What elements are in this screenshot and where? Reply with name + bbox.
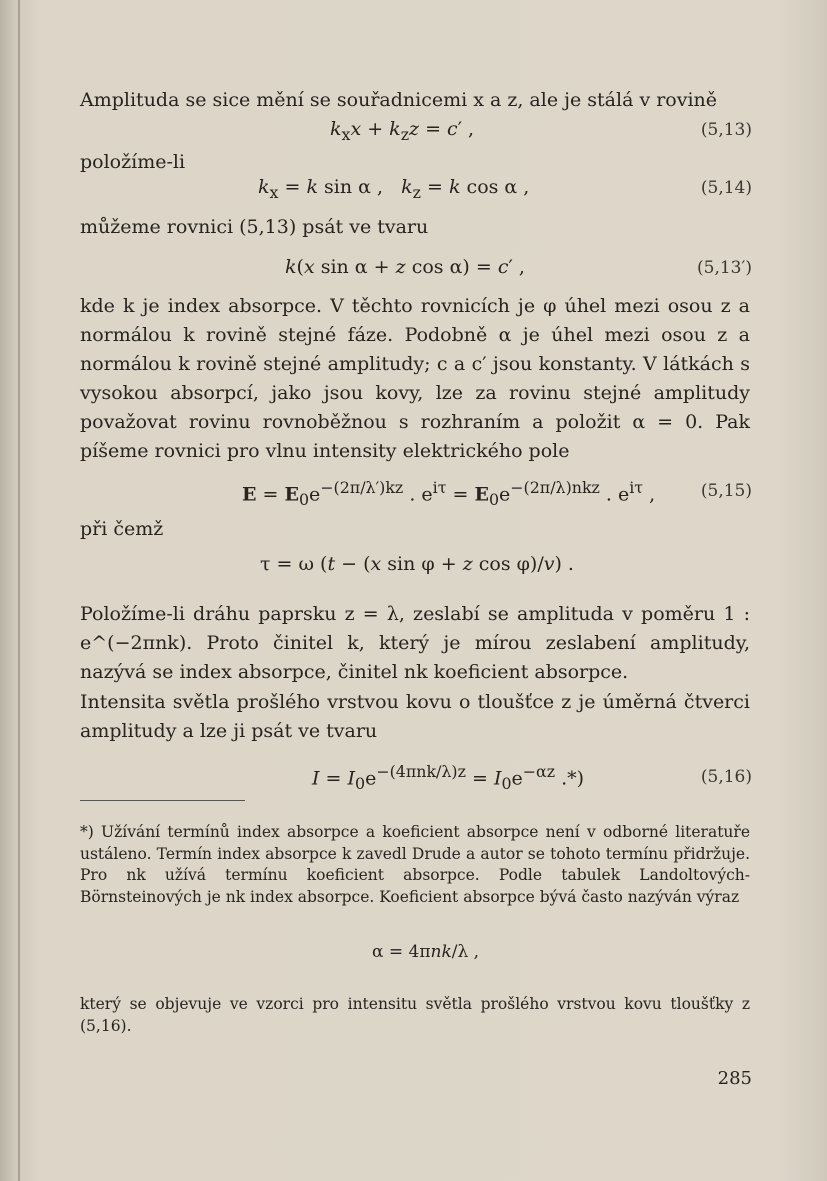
equation-number: (5,14) xyxy=(700,178,752,198)
paragraph-1: Amplituda se sice mění se souřadnicemi x a z, ale je stálá v rovině xyxy=(80,89,718,111)
equation-5-13: $k_xx + k_zz = c'$ , xyxy=(330,118,475,144)
equation-number: (5,13) xyxy=(700,120,752,140)
footnote-equation: α = 4πnk/λ , xyxy=(372,942,480,962)
equation-number: (5,16) xyxy=(700,767,752,787)
paragraph-4: kde k je index absorpce. V těchto rovnicích je φ úhel mezi osou z a normálou k rovině stejné fáze. Podobně α je úhel mezi osou z a normálou k rovině stejné amplitudy; c a c′ jsou konstanty. V látkách s vysokou absorpcí, jako jsou kovy, lze za rovinu stejné amplitudy považovat rovinu rovnoběžnou s rozhraním a položit α = 0. Pak píšeme rovnici pro vlnu intensity elektrického pole xyxy=(80,295,750,462)
equation-5-14: $k_x = k$ sin α , $k_z = k$ cos α , xyxy=(258,176,530,202)
footnote-divider xyxy=(80,800,245,801)
paragraph-7: Intensita světla prošlého vrstvou kovu o tloušťce z je úměrná čtverci amplitudy a lze ji psát ve tvaru xyxy=(80,691,750,742)
paragraph-6: Položíme-li dráhu paprsku z = λ, zeslabí se amplituda v poměru 1 : e^(−2πnk). Proto činitel k, který je mírou zeslabení amplitudy, nazývá se index absorpce, činitel nk koeficient absorpce. xyxy=(80,603,750,683)
paragraph-5: při čemž xyxy=(80,518,164,540)
equation-tau: τ = ω (t − (x sin φ + z cos φ)/v) . xyxy=(260,553,574,575)
equation-5-15: $E = E_0e^{-(2\pi/\lambda')kz}$ . $e^{i\tau} = E_0e^{-(2\pi/\lambda)nkz}$ . $e^{i\tau}$ , xyxy=(242,478,656,510)
paragraph-3: můžeme rovnici (5,13) psát ve tvaru xyxy=(80,216,429,238)
footnote-text-2: který se objevuje ve vzorci pro intensitu světla prošlého vrstvou kovu tloušťky z (5,16). xyxy=(80,995,750,1035)
equation-5-13-prime: k(x sin α + z cos α) = c′ , xyxy=(285,256,525,278)
equation-5-16: $I = I_0e^{-(4\pi nk/\lambda)z} = I_0e^{-\alpha z}$ .*) xyxy=(312,762,585,794)
footnote-text: *) Užívání termínů index absorpce a koeficient absorpce není v odborné literatuře ustáleno. Termín index absorpce k zavedl Drude a autor se tohoto termínu přidržuje. Pro nk užívá termínu koeficient absorpce. Podle tabulek Landoltových-Börnsteinových je nk index absorpce. Koeficient absorpce bývá často nazýván výraz xyxy=(80,823,750,906)
equation-number: (5,15) xyxy=(700,481,752,501)
page-spine-shadow xyxy=(18,0,20,1181)
page-number: 285 xyxy=(717,1068,752,1089)
equation-number: (5,13′) xyxy=(697,258,752,278)
paragraph-2: položíme-li xyxy=(80,151,186,173)
